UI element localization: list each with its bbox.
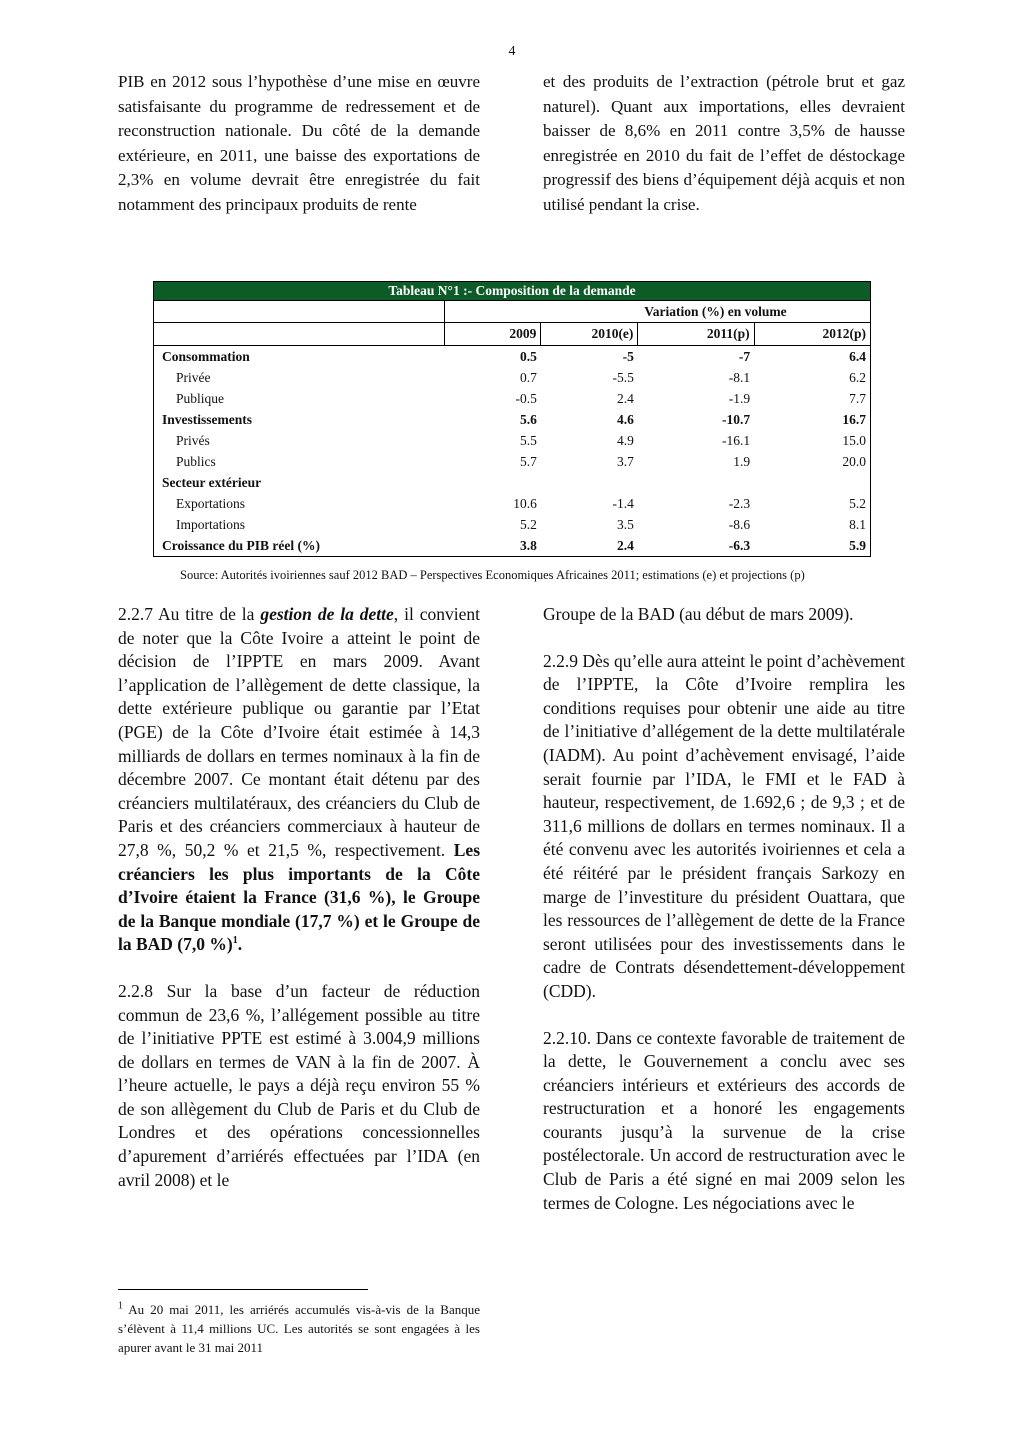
cell: 4.6: [617, 411, 634, 427]
intro-paragraph-left: PIB en 2012 sous l’hypothèse d’une mise en œuvre satisfaisante du programme de redressement et de reconstruction nationale. Du côté de la demande extérieure, en 2011, une baisse des exportations de 2,3% en volume devrait être enregistrée du fait notamment des principaux produits de rente: [118, 72, 480, 214]
cell: 15.0: [754, 430, 870, 451]
section-2-2-9: 2.2.9 Dès qu’elle aura atteint le point d’achèvement de l’IPPTE, la Côte d’Ivoire remplira les conditions requises pour obtenir une aide au titre de l’initiative d’allégement de la dette multilatérale (IADM). Au point d’achèvement envisagé, l’aide serait fournie par l’IDA, le FMI et le FAD à hauteur, respectivement, de 1.692,6 ; de 9,3 ; et de 311,6 millions de dollars en termes nominaux. Il a été convenu avec les autorités ivoiriennes et cela a été réitéré par le président français Sarkozy en marge de l’investiture du président Ouattara, que les ressources de l’allègement de dette de la France seront utilisées pour des investissements dans le cadre de Contrats désendettement-développement (CDD).: [543, 650, 906, 1001]
row-label: Consommation: [154, 346, 445, 368]
cell: -1.9: [728, 390, 751, 406]
footnote-mark: 1: [118, 1300, 123, 1312]
table-row: [154, 367, 871, 388]
table-title: Tableau N°1 :- Composition de la demande: [154, 282, 871, 301]
cell: 8.1: [754, 514, 870, 535]
footnote-ref[interactable]: 1: [232, 935, 238, 947]
cell: 0.5: [520, 348, 537, 364]
cell: 3.7: [617, 453, 634, 469]
cell: 2.4: [541, 535, 638, 557]
year-header: 2012(p): [754, 323, 870, 346]
cell: -2.3: [728, 495, 751, 511]
cell: 1.9: [733, 453, 751, 469]
cell: [541, 472, 638, 493]
row-label: Croissance du PIB réel (%): [154, 535, 445, 557]
page-number: 4: [508, 44, 516, 59]
section-2-2-8: 2.2.8 Sur la base d’un facteur de réduction commun de 23,6 %, l’allégement possible au titre de l’initiative PPTE est estimé à 3.004,9 millions de dollars en termes de VAN à la fin de 2007. À l’heure actuelle, le pays a déjà reçu environ 55 % de son allègement du Club de Paris et du Club de Londres et des opérations concessionnelles d’apurement d’arriérés effectuées par l’IDA (en avril 2008) et le: [118, 980, 480, 1190]
table-row: [154, 472, 871, 493]
row-label: Investissements: [154, 409, 445, 430]
cell: -8.6: [728, 516, 751, 532]
cell: 5.7: [520, 453, 537, 469]
cell: -10.7: [722, 411, 751, 427]
cell: 4.9: [617, 432, 634, 448]
cell: 6.2: [754, 367, 870, 388]
demand-composition-table: [153, 281, 871, 557]
cell: 6.4: [754, 346, 870, 368]
cell: -5: [622, 348, 634, 364]
main-creditors-bold: Les créanciers les plus importants de la Côte d’Ivoire étaient la France (31,6 %), le Groupe de la Banque mondiale (17,7 %) et le Groupe de la BAD (7,0 %): [118, 839, 480, 955]
year-header: 2009: [444, 323, 540, 346]
cell: -5.5: [612, 369, 634, 385]
table-row: [154, 493, 871, 514]
row-label: Exportations: [154, 493, 445, 514]
cell: 5.9: [754, 535, 870, 557]
cell: -6.3: [638, 535, 754, 557]
bottom-right-column: [543, 603, 905, 1215]
variation-header: Variation (%) en volume: [444, 301, 870, 323]
cell: 0.7: [520, 369, 537, 385]
row-label: Privée: [154, 367, 445, 388]
table-row: [154, 409, 871, 430]
top-right-column: [543, 70, 905, 218]
cell: -8.1: [728, 369, 751, 385]
table-row: [154, 451, 871, 472]
cell: 3.5: [617, 516, 634, 532]
year-header: 2010(e): [541, 323, 638, 346]
row-label: Importations: [154, 514, 445, 535]
cell: 5.2: [520, 516, 537, 532]
row-label: Publique: [154, 388, 445, 409]
bottom-left-column: [118, 603, 480, 1192]
cell: -7: [738, 348, 751, 364]
footnote-separator: [118, 1289, 368, 1290]
year-header: 2011(p): [638, 323, 754, 346]
section-2-2-8-continuation: Groupe de la BAD (au début de mars 2009).: [543, 604, 854, 624]
emphasis-debt-management: gestion de la dette: [260, 604, 394, 624]
cell: 3.8: [444, 535, 540, 557]
footnote: [118, 1300, 480, 1357]
cell: 2.4: [617, 390, 634, 406]
cell: 5.5: [520, 432, 537, 448]
row-label: Secteur extérieur: [154, 472, 445, 493]
cell: -16.1: [722, 432, 751, 448]
table-source: Source: Autorités ivoiriennes sauf 2012 BAD – Perspectives Economiques Africaines 2011; estimations (e) et projections (p): [180, 568, 805, 582]
section-2-2-7: 2.2.7 Au titre de la gestion de la dette, il convient de noter que la Côte Ivoire a atteint le point de décision de l’IPPTE en mars 2009. Avant l’application de l’allègement de dette classique, la dette extérieure publique ou garantie par l’Etat (PGE) de la Côte d’Ivoire était estimée à 14,3 milliards de dollars en termes nominaux à la fin de décembre 2007. Ce montant était détenu par des créanciers multilatéraux, des créanciers du Club de Paris et des créanciers commerciaux à hauteur de 27,8 %, 50,2 % et 21,5 %, respectivement. Les créanciers les plus importants de la Côte d’Ivoire étaient la France (31,6 %), le Groupe de la Banque mondiale (17,7 %) et le Groupe de la BAD (7,0 %)$^1$.: [118, 604, 480, 955]
row-label: Publics: [154, 451, 445, 472]
cell: 10.6: [513, 495, 537, 511]
cell: [638, 472, 754, 493]
table-row: [154, 346, 871, 368]
cell: 5.6: [520, 411, 537, 427]
cell: [444, 472, 540, 493]
cell: -0.5: [515, 390, 537, 406]
top-left-column: [118, 70, 480, 218]
table-row: [154, 430, 871, 451]
section-2-2-10: 2.2.10. Dans ce contexte favorable de traitement de la dette, le Gouvernement a conclu avec ses créanciers intérieurs et extérieurs des accords de restructuration et a honoré les engagements courants jusqu’à la survenue de la crise postélectorale. Un accord de restructuration avec le Club de Paris a été signé en mai 2009 selon les termes de Cologne. Les négociations avec le: [543, 1027, 905, 1213]
table-row: [154, 535, 871, 557]
row-label: Privés: [154, 430, 445, 451]
cell: [754, 472, 870, 493]
footnote-text: Au 20 mai 2011, les arriérés accumulés vis-à-vis de la Banque s’élèvent à 11,4 millions UC. Les autorités se sont engagées à les apurer avant le 31 mai 2011: [118, 1302, 480, 1355]
cell: 20.0: [754, 451, 870, 472]
cell: 5.2: [754, 493, 870, 514]
table-row: [154, 514, 871, 535]
cell: 16.7: [754, 409, 870, 430]
intro-paragraph-right: et des produits de l’extraction (pétrole brut et gaz naturel). Quant aux importations, elles devraient baisser de 8,6% en 2011 contre 3,5% de hausse enregistrée en 2010 du fait de l’effet de déstockage progressif des biens d’équipement déjà acquis et non utilisé pendant la crise.: [543, 72, 905, 214]
table-row: [154, 388, 871, 409]
cell: 7.7: [754, 388, 870, 409]
cell: -1.4: [612, 495, 634, 511]
